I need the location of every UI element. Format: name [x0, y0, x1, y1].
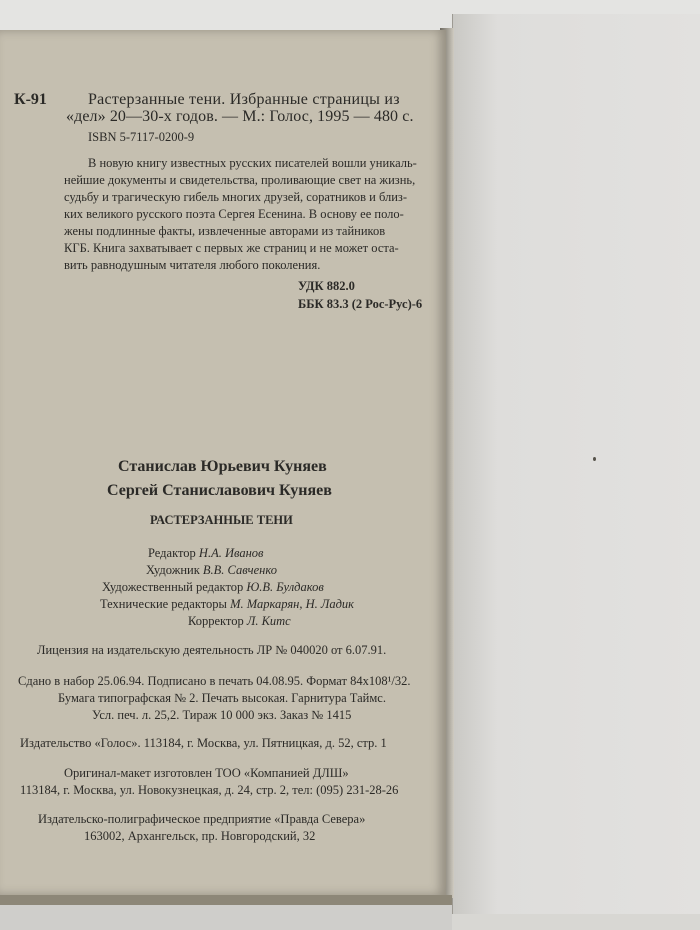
credit-line [102, 581, 324, 594]
credit-role: Художественный редактор [102, 580, 247, 594]
paper-speck [593, 457, 596, 461]
annotation-line: В новую книгу известных русских писателей вошли уникаль- [88, 156, 417, 170]
annotation-line: вить равнодушным читателя любого поколения. [64, 258, 321, 272]
background-bottom [0, 905, 452, 930]
annotation-line: жены подлинные факты, извлеченные авторами из тайников [64, 224, 386, 238]
credit-line [188, 615, 291, 628]
credit-role: Художник [146, 563, 203, 577]
credit-role: Корректор [188, 614, 247, 628]
printer-line: Издательско-полиграфическое предприятие «Правда Севера» [38, 812, 366, 826]
annotation-line: судьбу и трагическую гибель многих друзей, соратников и близ- [64, 190, 408, 204]
author-name: Сергей Станиславович Куняев [107, 482, 332, 499]
annotation-line: нейшие документы и свидетельства, проливающие свет на жизнь, [64, 173, 416, 187]
annotation-line: ких великого русского поэта Сергея Есенина. В основу ее поло- [64, 207, 404, 221]
credit-name: Л. Китс [246, 614, 291, 628]
print-details-line: Сдано в набор 25.06.94. Подписано в печать 04.08.95. Формат 84x108¹/32. [18, 674, 411, 688]
print-details-line: Усл. печ. л. 25,2. Тираж 10 000 экз. Заказ № 1415 [92, 708, 352, 722]
right-blank-page [452, 14, 700, 914]
layout-credit-line: 113184, г. Москва, ул. Новокузнецкая, д. 24, стр. 2, тел: (095) 231-28-26 [20, 783, 399, 797]
credit-role: Редактор [148, 546, 199, 560]
layout-credit-line: Оригинал-макет изготовлен ТОО «Компанией ДЛШ» [64, 766, 349, 780]
credit-name: Ю.В. Булдаков [246, 580, 324, 594]
catalog-title-line1: Растерзанные тени. Избранные страницы из [88, 91, 400, 108]
credit-line [148, 547, 263, 560]
credit-name: М. Маркарян, Н. Ладик [230, 597, 355, 611]
credit-line [146, 564, 277, 577]
udk-code: УДК 882.0 [298, 279, 355, 293]
catalog-code: К-91 [14, 91, 47, 108]
print-details-line: Бумага типографская № 2. Печать высокая. Гарнитура Таймс. [58, 691, 386, 705]
credit-name: В.В. Савченко [202, 563, 277, 577]
credit-name: Н.А. Иванов [198, 546, 264, 560]
page-bottom-edge [0, 895, 452, 905]
credit-role: Технические редакторы [100, 597, 231, 611]
publisher-line: Издательство «Голос». 113184, г. Москва, ул. Пятницкая, д. 52, стр. 1 [20, 736, 387, 750]
bbk-code: ББК 83.3 (2 Рос-Рус)-6 [298, 297, 423, 311]
credit-line [100, 598, 354, 611]
catalog-isbn: ISBN 5-7117-0200-9 [88, 130, 195, 144]
printer-line: 163002, Архангельск, пр. Новгородский, 32 [84, 829, 316, 843]
catalog-title-line2: «дел» 20—30-х годов. — М.: Голос, 1995 — 480 с. [66, 108, 414, 125]
license-line: Лицензия на издательскую деятельность ЛР № 040020 от 6.07.91. [37, 643, 387, 657]
annotation-line: КГБ. Книга захватывает с первых же страниц и не может оста- [64, 241, 399, 255]
book-title: РАСТЕРЗАННЫЕ ТЕНИ [150, 513, 293, 527]
author-name: Станислав Юрьевич Куняев [118, 458, 327, 475]
